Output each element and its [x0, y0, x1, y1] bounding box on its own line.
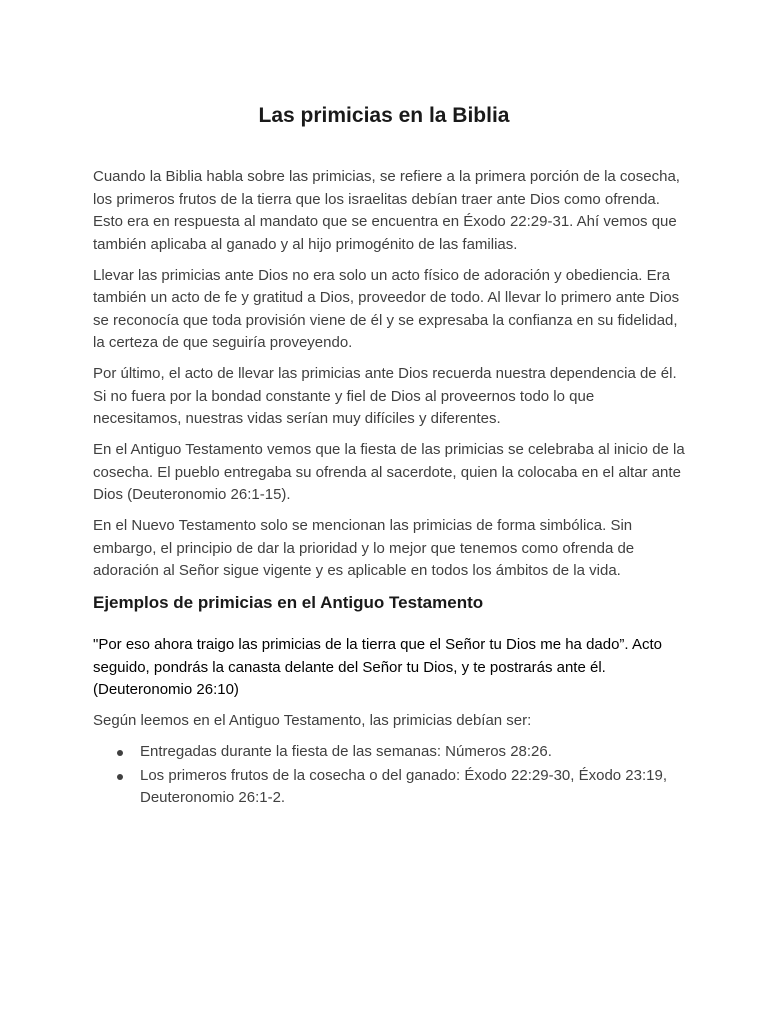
paragraph: En el Nuevo Testamento solo se mencionan las primicias de forma simbólica. Sin embargo, el principio de dar la prioridad y lo mejor que tenemos como ofrenda de adoración al Señor sigue vigente y es aplicable en todos los ámbitos de la vida.	[93, 517, 635, 579]
list-intro: Según leemos en el Antiguo Testamento, las primicias debían ser:	[93, 712, 532, 729]
paragraph: Cuando la Biblia habla sobre las primicias, se refiere a la primera porción de la cosecha, los primeros frutos de la tierra que los israelitas debían traer ante Dios como ofrenda. Esto era en respuesta al mandato que se encuentra en Éxodo 22:29-31. Ahí vemos que también aplicaba al ganado y al hijo primogénito de las familias.	[93, 168, 680, 253]
paragraph: Por último, el acto de llevar las primicias ante Dios recuerda nuestra dependencia de él. Si no fuera por la bondad constante y fiel de Dios al proveernos todo lo que necesitamos, nuestras vidas serían muy difíciles y diferentes.	[93, 365, 677, 427]
paragraph: En el Antiguo Testamento vemos que la fiesta de las primicias se celebraba al inicio de la cosecha. El pueblo entregaba su ofrenda al sacerdote, quien la colocaba en el altar ante Dios (Deuteronomio 26:1-15).	[93, 441, 685, 503]
section-heading: Ejemplos de primicias en el Antiguo Testamento	[93, 593, 484, 612]
paragraph: Llevar las primicias ante Dios no era solo un acto físico de adoración y obediencia. Era también un acto de fe y gratitud a Dios, proveedor de todo. Al llevar lo primero ante Dios se reconocía que toda provisión viene de él y se expresaba la confianza en su fidelidad, la certeza de que seguiría proveyendo.	[93, 266, 680, 351]
document-body	[93, 166, 685, 811]
bullet-icon	[117, 750, 123, 756]
bullet-icon	[117, 774, 123, 780]
page-title: Las primicias en la Biblia	[258, 104, 510, 127]
list-item-text: Entregadas durante la fiesta de las semanas: Números 28:26.	[140, 743, 552, 760]
scripture-quote: "Por eso ahora traigo las primicias de la tierra que el Señor tu Dios me ha dado”. Acto seguido, pondrás la canasta delante del Señor tu Dios, y te postrarás ante él. (Deuteronomio 26:10)	[93, 636, 662, 698]
bullet-list	[93, 741, 685, 810]
list-item-text: Los primeros frutos de la cosecha o del ganado: Éxodo 22:29-30, Éxodo 23:19, Deuteronomio 26:1-2.	[140, 766, 668, 806]
list-item	[93, 741, 685, 764]
list-item	[93, 765, 685, 810]
